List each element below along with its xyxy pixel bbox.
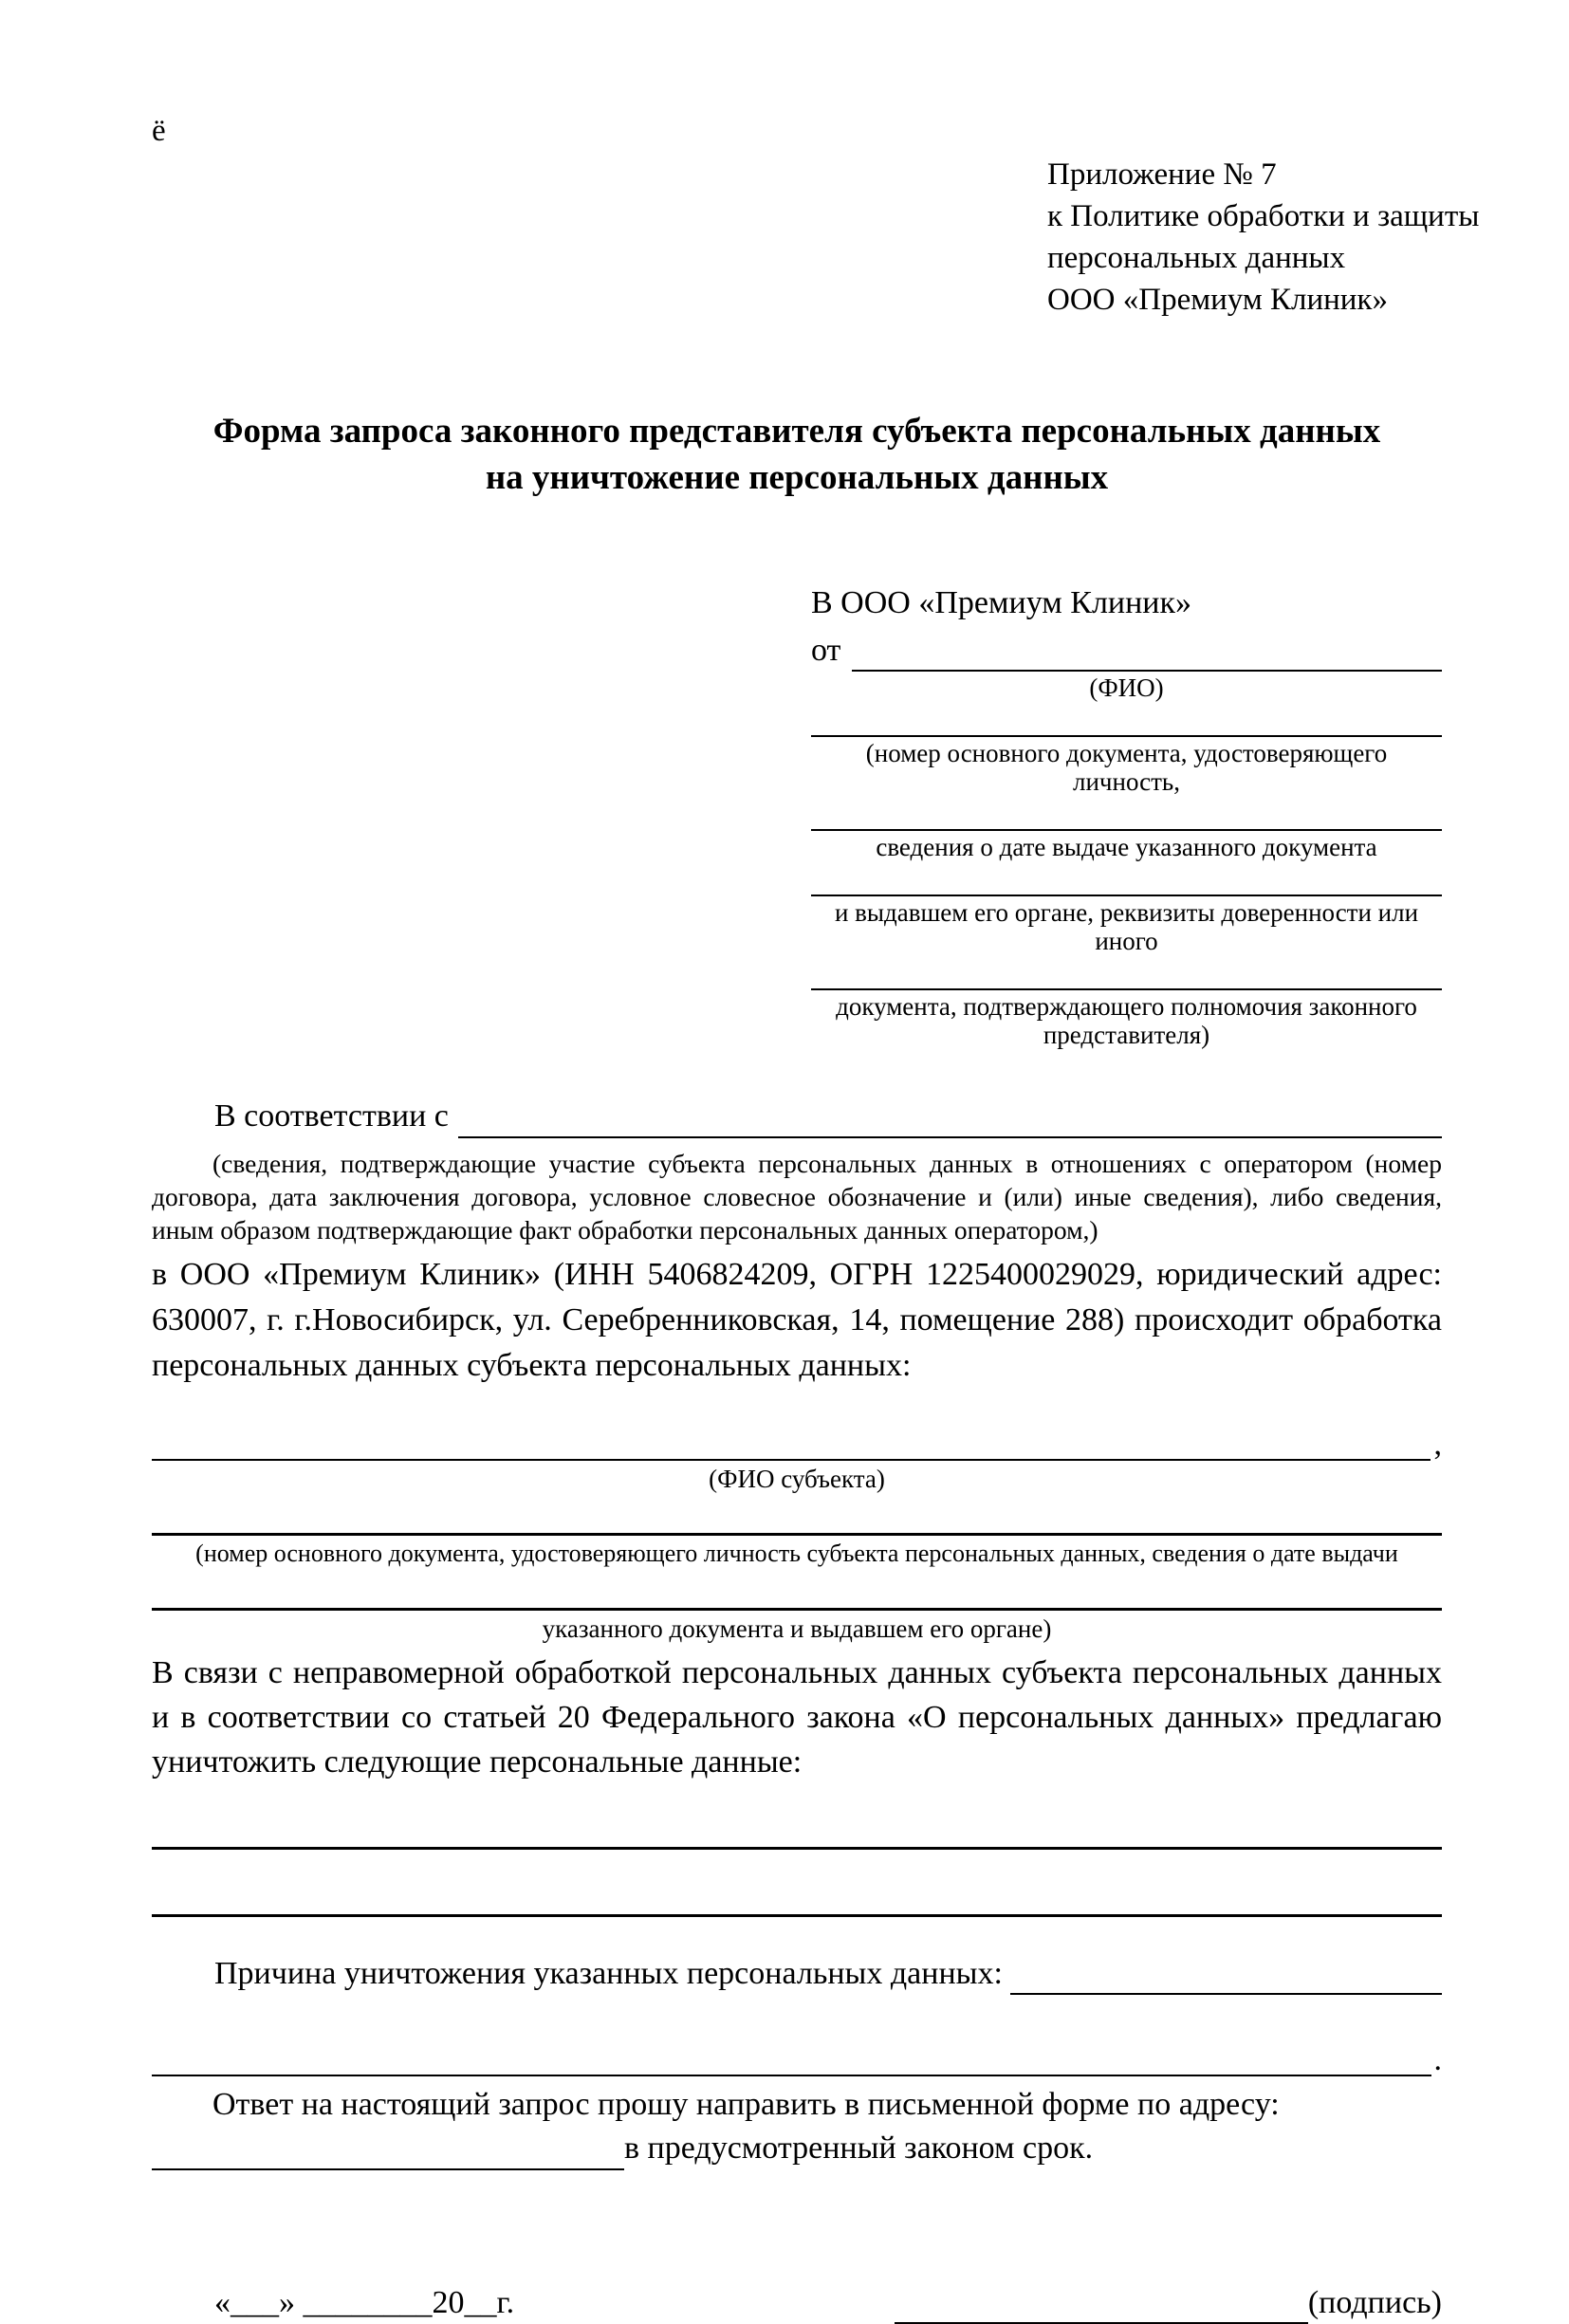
reply-address-row: [152, 2127, 1442, 2170]
destroy-paragraph: В связи с неправомерной обработкой персональных данных субъекта персональных данных и в соответствии со статьей 20 Федерального закона «О персональных данных» предлагаю уничтожить следующие персональные данные:: [152, 1655, 1442, 1780]
reason-continuation-row: [152, 2044, 1442, 2076]
appendix-line: персональных данных: [1047, 241, 1346, 275]
period-char: .: [1433, 2042, 1442, 2077]
subject-doc-caption-2: указанного документа и выдавшем его органе): [542, 1614, 1052, 1643]
field-caption: сведения о дате выдаче указанного документа: [876, 833, 1377, 861]
appendix-line: ООО «Премиум Клиник»: [1047, 283, 1388, 317]
reason-blank-2[interactable]: [152, 2075, 1431, 2076]
field-caption: документа, подтверждающего полномочия законного представителя): [836, 992, 1417, 1049]
addressee-to: В ООО «Премиум Клиник»: [811, 585, 1192, 620]
reply-tail-text: в предусмотренный законом срок.: [624, 2130, 1094, 2166]
reason-label: Причина уничтожения указанных персональных данных:: [214, 1956, 1003, 1991]
addressee-from-row: [811, 630, 1442, 672]
representative-doc-field-4: [811, 987, 1442, 1049]
appendix-line: к Политике обработки и защиты: [1047, 199, 1480, 233]
date-blank[interactable]: «___» ________20__г.: [214, 2285, 515, 2320]
representative-doc-field-3: [811, 893, 1442, 955]
signature-area: [895, 2282, 1442, 2324]
representative-doc-field-1: [811, 733, 1442, 796]
reason-row: [152, 1953, 1442, 1995]
stray-char: ё: [152, 114, 166, 148]
field-caption: и выдавшем его органе, реквизиты доверенности или иного: [834, 898, 1419, 955]
subject-fio-row: [152, 1429, 1442, 1461]
blank-line[interactable]: [811, 733, 1442, 737]
accordance-label: В соответствии с: [214, 1098, 449, 1134]
blank-line[interactable]: [811, 893, 1442, 896]
data-to-destroy-blank-2[interactable]: [152, 1912, 1442, 1917]
subject-doc-blank-1[interactable]: [152, 1531, 1442, 1536]
accordance-note: (сведения, подтверждающие участие субъекта персональных данных в отношениях с оператором (номер договора, дата заключения договора, условное словесное обозначение и (или) иные сведения), либо сведения, иным образом подтверждающие факт обработки персональных данных оператором,): [152, 1149, 1442, 1245]
form-title-line-2: на уничтожение персональных данных: [485, 458, 1109, 497]
reply-address-blank[interactable]: [152, 2168, 624, 2170]
blank-line[interactable]: [811, 827, 1442, 831]
form-title: [152, 408, 1442, 501]
field-caption: (номер основного документа, удостоверяющего личность,: [865, 739, 1388, 796]
signature-footer: [152, 2282, 1442, 2324]
from-name-blank[interactable]: [852, 670, 1442, 672]
reply-paragraph: Ответ на настоящий запрос прошу направить в письменной форме по адресу:: [212, 2087, 1280, 2122]
comma-char: ,: [1433, 1427, 1442, 1462]
signature-caption: (подпись): [1307, 2285, 1442, 2320]
addressee-block: [811, 582, 1442, 1049]
appendix-block: [1047, 154, 1480, 321]
from-label: от: [811, 633, 841, 668]
reason-blank[interactable]: [1010, 1993, 1442, 1995]
representative-doc-field-2: [811, 827, 1442, 861]
subject-fio-caption: (ФИО субъекта): [709, 1465, 885, 1493]
subject-doc-blank-2[interactable]: [152, 1606, 1442, 1611]
fio-caption: (ФИО): [1089, 673, 1164, 702]
accordance-blank[interactable]: [458, 1136, 1442, 1138]
appendix-line: Приложение № 7: [1047, 157, 1277, 192]
accordance-row: [152, 1095, 1442, 1138]
subject-fio-blank[interactable]: [152, 1459, 1431, 1461]
data-to-destroy-blank-1[interactable]: [152, 1845, 1442, 1850]
subject-doc-caption-1: (номер основного документа, удостоверяющего личность субъекта персональных данных, сведения о дате выдачи: [195, 1540, 1398, 1567]
operator-paragraph: в ООО «Премиум Клиник» (ИНН 5406824209, ОГРН 1225400029029, юридический адрес: 630007, г. г.Новосибирск, ул. Серебренниковская, 14, помещение 288) происходит обработка персональных данных субъекта персональных данных:: [152, 1257, 1442, 1383]
form-title-line-1: Форма запроса законного представителя субъекта персональных данных: [212, 412, 1381, 451]
blank-line[interactable]: [811, 987, 1442, 990]
